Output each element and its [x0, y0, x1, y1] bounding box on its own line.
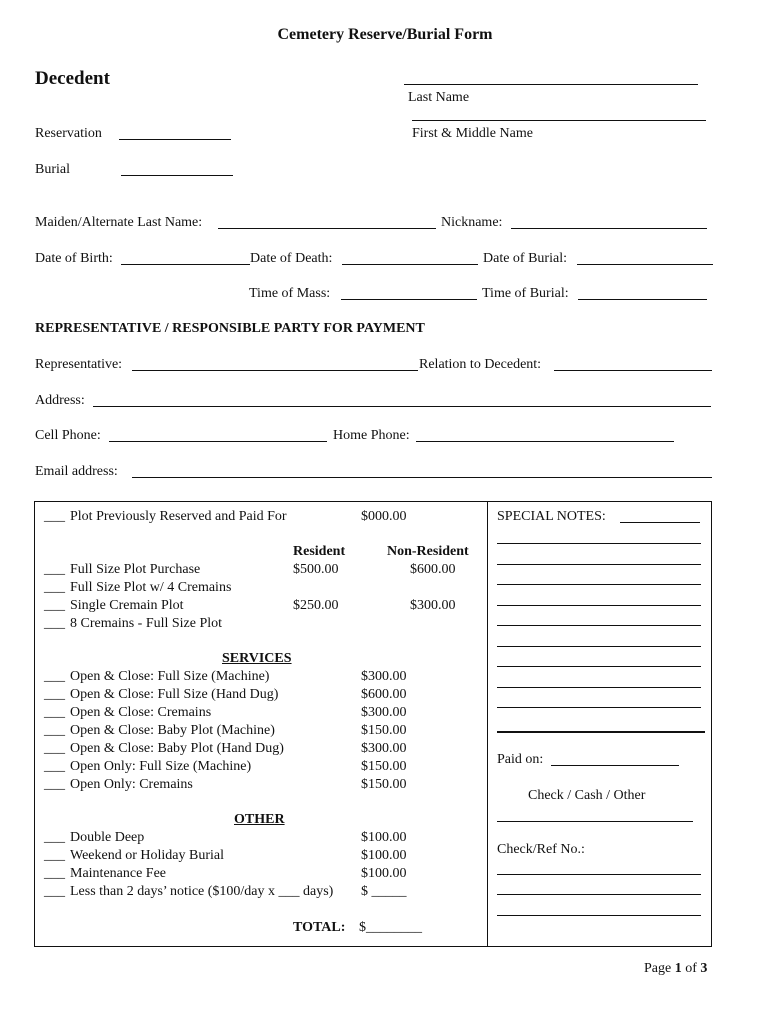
paid-on-field[interactable]: [551, 765, 679, 766]
notes-line[interactable]: [497, 646, 701, 647]
last-name-label: Last Name: [408, 90, 470, 105]
service-price: $600.00: [361, 687, 407, 702]
reservation-field[interactable]: [119, 139, 231, 140]
date-of-death-label: Date of Death:: [250, 251, 333, 266]
check-ref-line[interactable]: [497, 874, 701, 875]
date-of-burial-field[interactable]: [577, 264, 713, 265]
check-ref-label: Check/Ref No.:: [497, 842, 585, 857]
plot-label: Full Size Plot Purchase: [70, 562, 201, 577]
service-checkbox[interactable]: ___: [44, 777, 65, 792]
maiden-name-label: Maiden/Alternate Last Name:: [35, 215, 203, 230]
other-checkbox[interactable]: ___: [44, 830, 65, 845]
service-label: Open & Close: Baby Plot (Machine): [70, 723, 275, 738]
service-checkbox[interactable]: ___: [44, 759, 65, 774]
check-ref-line[interactable]: [497, 894, 701, 895]
email-field[interactable]: [132, 477, 712, 478]
cell-phone-label: Cell Phone:: [35, 428, 101, 443]
service-label: Open & Close: Full Size (Hand Dug): [70, 687, 279, 702]
address-field[interactable]: [93, 406, 711, 407]
address-label: Address:: [35, 393, 85, 408]
service-checkbox[interactable]: ___: [44, 741, 65, 756]
page-title: Cemetery Reserve/Burial Form: [277, 26, 493, 43]
service-price: $300.00: [361, 741, 407, 756]
service-checkbox[interactable]: ___: [44, 705, 65, 720]
service-price: $150.00: [361, 777, 407, 792]
page-number: [644, 962, 707, 976]
page-total: 3: [700, 961, 708, 976]
first-middle-name-label: First & Middle Name: [412, 126, 533, 141]
service-checkbox[interactable]: ___: [44, 687, 65, 702]
other-price: $100.00: [361, 830, 407, 845]
payment-method-line[interactable]: [497, 821, 693, 822]
date-of-birth-label: Date of Birth:: [35, 251, 113, 266]
service-label: Open & Close: Cremains: [70, 705, 212, 720]
representative-heading: REPRESENTATIVE / RESPONSIBLE PARTY FOR PAYMENT: [35, 321, 425, 336]
service-label: Open & Close: Full Size (Machine): [70, 669, 270, 684]
other-checkbox[interactable]: ___: [44, 848, 65, 863]
representative-label: Representative:: [35, 357, 123, 372]
nickname-field[interactable]: [511, 228, 707, 229]
resident-header: Resident: [293, 544, 346, 559]
previous-plot-price: $000.00: [361, 509, 407, 524]
special-notes-label: SPECIAL NOTES:: [497, 509, 606, 524]
other-price: $100.00: [361, 848, 407, 863]
time-of-mass-field[interactable]: [341, 299, 477, 300]
service-price: $150.00: [361, 759, 407, 774]
other-checkbox[interactable]: ___: [44, 884, 65, 899]
notes-line[interactable]: [497, 687, 701, 688]
service-price: $300.00: [361, 705, 407, 720]
other-label: Less than 2 days’ notice ($100/day x ___ days): [70, 884, 334, 899]
check-ref-line[interactable]: [497, 915, 701, 916]
reservation-label: Reservation: [35, 126, 102, 141]
nonresident-header: Non-Resident: [387, 544, 469, 559]
notes-line[interactable]: [497, 605, 701, 606]
other-heading: OTHER: [234, 812, 285, 827]
burial-field[interactable]: [121, 175, 233, 176]
plot-checkbox[interactable]: ___: [44, 562, 65, 577]
time-of-burial-label: Time of Burial:: [482, 286, 569, 301]
nickname-label: Nickname:: [441, 215, 503, 230]
notes-line[interactable]: [497, 564, 701, 565]
other-label: Double Deep: [70, 830, 145, 845]
total-value[interactable]: $________: [359, 920, 422, 935]
time-of-burial-field[interactable]: [578, 299, 707, 300]
previous-plot-checkbox[interactable]: ___: [44, 509, 65, 524]
plot-label: Full Size Plot w/ 4 Cremains: [70, 580, 232, 595]
burial-label: Burial: [35, 162, 70, 177]
plot-nonresident-price: $300.00: [410, 598, 456, 613]
page-current: 1: [674, 961, 682, 976]
notes-line[interactable]: [497, 666, 701, 667]
service-price: $150.00: [361, 723, 407, 738]
notes-divider: [487, 501, 488, 947]
notes-line[interactable]: [497, 584, 701, 585]
home-phone-field[interactable]: [416, 441, 674, 442]
notes-line[interactable]: [497, 543, 701, 544]
relation-label: Relation to Decedent:: [419, 357, 542, 372]
notes-separator: [497, 731, 705, 733]
page-prefix: Page: [644, 961, 672, 976]
first-middle-name-field[interactable]: [412, 120, 706, 121]
other-checkbox[interactable]: ___: [44, 866, 65, 881]
date-of-burial-label: Date of Burial:: [483, 251, 567, 266]
page-of: of: [685, 961, 697, 976]
service-label: Open Only: Cremains: [70, 777, 193, 792]
plot-label: 8 Cremains - Full Size Plot: [70, 616, 223, 631]
date-of-death-field[interactable]: [342, 264, 478, 265]
cell-phone-field[interactable]: [109, 441, 327, 442]
paid-on-label: Paid on:: [497, 752, 544, 767]
plot-checkbox[interactable]: ___: [44, 598, 65, 613]
plot-checkbox[interactable]: ___: [44, 580, 65, 595]
time-of-mass-label: Time of Mass:: [249, 286, 331, 301]
notes-line[interactable]: [497, 707, 701, 708]
service-label: Open Only: Full Size (Machine): [70, 759, 252, 774]
email-label: Email address:: [35, 464, 118, 479]
services-heading: SERVICES: [222, 651, 292, 666]
maiden-name-field[interactable]: [218, 228, 436, 229]
last-name-field[interactable]: [404, 84, 698, 85]
plot-nonresident-price: $600.00: [410, 562, 456, 577]
plot-resident-price: $250.00: [293, 598, 339, 613]
plot-label: Single Cremain Plot: [70, 598, 184, 613]
other-label: Maintenance Fee: [70, 866, 167, 881]
home-phone-label: Home Phone:: [333, 428, 410, 443]
previous-plot-label: Plot Previously Reserved and Paid For: [70, 509, 287, 524]
other-label: Weekend or Holiday Burial: [70, 848, 224, 863]
plot-checkbox[interactable]: ___: [44, 616, 65, 631]
service-checkbox[interactable]: ___: [44, 723, 65, 738]
plot-resident-price: $500.00: [293, 562, 339, 577]
total-label: TOTAL:: [293, 920, 346, 935]
service-label: Open & Close: Baby Plot (Hand Dug): [70, 741, 284, 756]
service-checkbox[interactable]: ___: [44, 669, 65, 684]
service-price: $300.00: [361, 669, 407, 684]
date-of-birth-field[interactable]: [121, 264, 250, 265]
relation-field[interactable]: [554, 370, 712, 371]
representative-field[interactable]: [132, 370, 418, 371]
special-notes-first-line[interactable]: [620, 522, 700, 523]
notes-line[interactable]: [497, 625, 701, 626]
payment-method-options[interactable]: Check / Cash / Other: [528, 788, 646, 803]
decedent-heading: Decedent: [35, 68, 110, 89]
other-price: $100.00: [361, 866, 407, 881]
other-price[interactable]: $ _____: [361, 884, 407, 899]
